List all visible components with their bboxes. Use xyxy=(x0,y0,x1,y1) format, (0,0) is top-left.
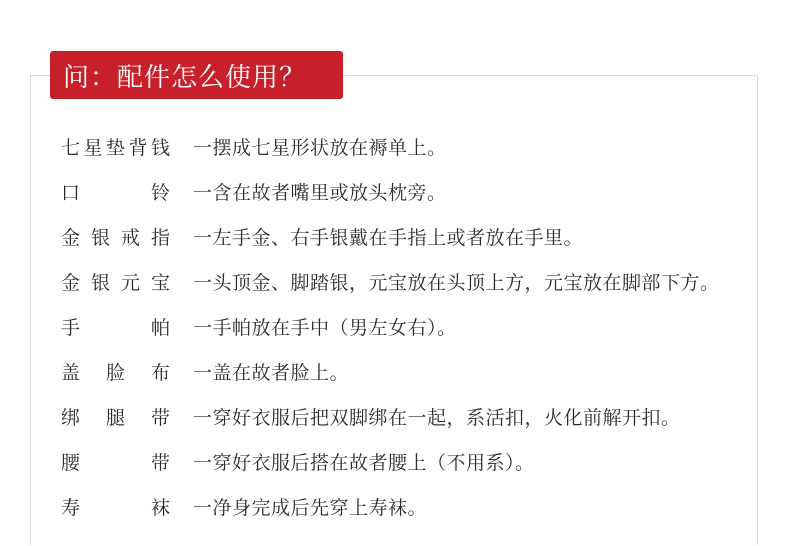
item-name-char: 星 xyxy=(83,136,103,159)
item-description: 一净身完成后先穿上寿袜。 xyxy=(193,496,428,519)
item-description: 一手帕放在手中（男左女右）。 xyxy=(193,316,457,339)
item-name-char: 手 xyxy=(61,316,81,339)
item-name-char: 指 xyxy=(150,226,170,249)
item-name-char: 背 xyxy=(128,136,148,159)
list-item xyxy=(61,132,447,160)
item-name-char: 金 xyxy=(61,271,81,294)
item-name-char: 铃 xyxy=(150,181,170,204)
item-name xyxy=(61,493,170,520)
list-item xyxy=(61,267,720,295)
item-name-char: 脸 xyxy=(105,361,125,384)
item-name-char: 银 xyxy=(90,226,110,249)
item-description: 一盖在故者脸上。 xyxy=(193,361,350,384)
item-name-char: 口 xyxy=(61,181,81,204)
item-description: 一头顶金、脚踏银，元宝放在头顶上方，元宝放在脚部下方。 xyxy=(193,271,720,294)
item-name-char: 元 xyxy=(120,271,140,294)
item-name-char: 帕 xyxy=(150,316,170,339)
item-name-char: 带 xyxy=(150,451,170,474)
item-name xyxy=(61,313,170,340)
item-name-char: 寿 xyxy=(61,496,81,519)
item-description: 一左手金、右手银戴在手指上或者放在手里。 xyxy=(193,226,584,249)
item-name-char: 银 xyxy=(90,271,110,294)
item-description: 一穿好衣服后搭在故者腰上（不用系）。 xyxy=(193,451,535,474)
item-name xyxy=(61,358,170,385)
item-name-char: 盖 xyxy=(61,361,81,384)
item-name-char: 宝 xyxy=(150,271,170,294)
item-name-char: 腿 xyxy=(105,406,125,429)
item-name-char: 戒 xyxy=(120,226,140,249)
item-name xyxy=(61,178,170,205)
item-name-char: 垫 xyxy=(105,136,125,159)
item-description: 一含在故者嘴里或放头枕旁。 xyxy=(193,181,447,204)
item-name-char: 七 xyxy=(61,136,81,159)
list-item xyxy=(61,402,681,430)
item-name-char: 腰 xyxy=(61,451,81,474)
item-name-char: 袜 xyxy=(150,496,170,519)
item-name xyxy=(61,268,170,295)
item-name xyxy=(61,133,170,160)
item-name-char: 钱 xyxy=(150,136,170,159)
item-name xyxy=(61,448,170,475)
list-item xyxy=(61,312,457,340)
item-name-char: 带 xyxy=(150,406,170,429)
item-name-char: 金 xyxy=(61,226,81,249)
item-name-char: 布 xyxy=(150,361,170,384)
item-description: 一穿好衣服后把双脚绑在一起，系活扣，火化前解开扣。 xyxy=(193,406,681,429)
item-name-char: 绑 xyxy=(61,406,81,429)
list-item xyxy=(61,447,535,475)
section-title: 问：配件怎么使用？ xyxy=(50,51,343,99)
list-item xyxy=(61,357,349,385)
list-item xyxy=(61,222,583,250)
list-item xyxy=(61,492,427,520)
list-item xyxy=(61,177,447,205)
item-name xyxy=(61,223,170,250)
item-description: 一摆成七星形状放在褥单上。 xyxy=(193,136,447,159)
item-name xyxy=(61,403,170,430)
